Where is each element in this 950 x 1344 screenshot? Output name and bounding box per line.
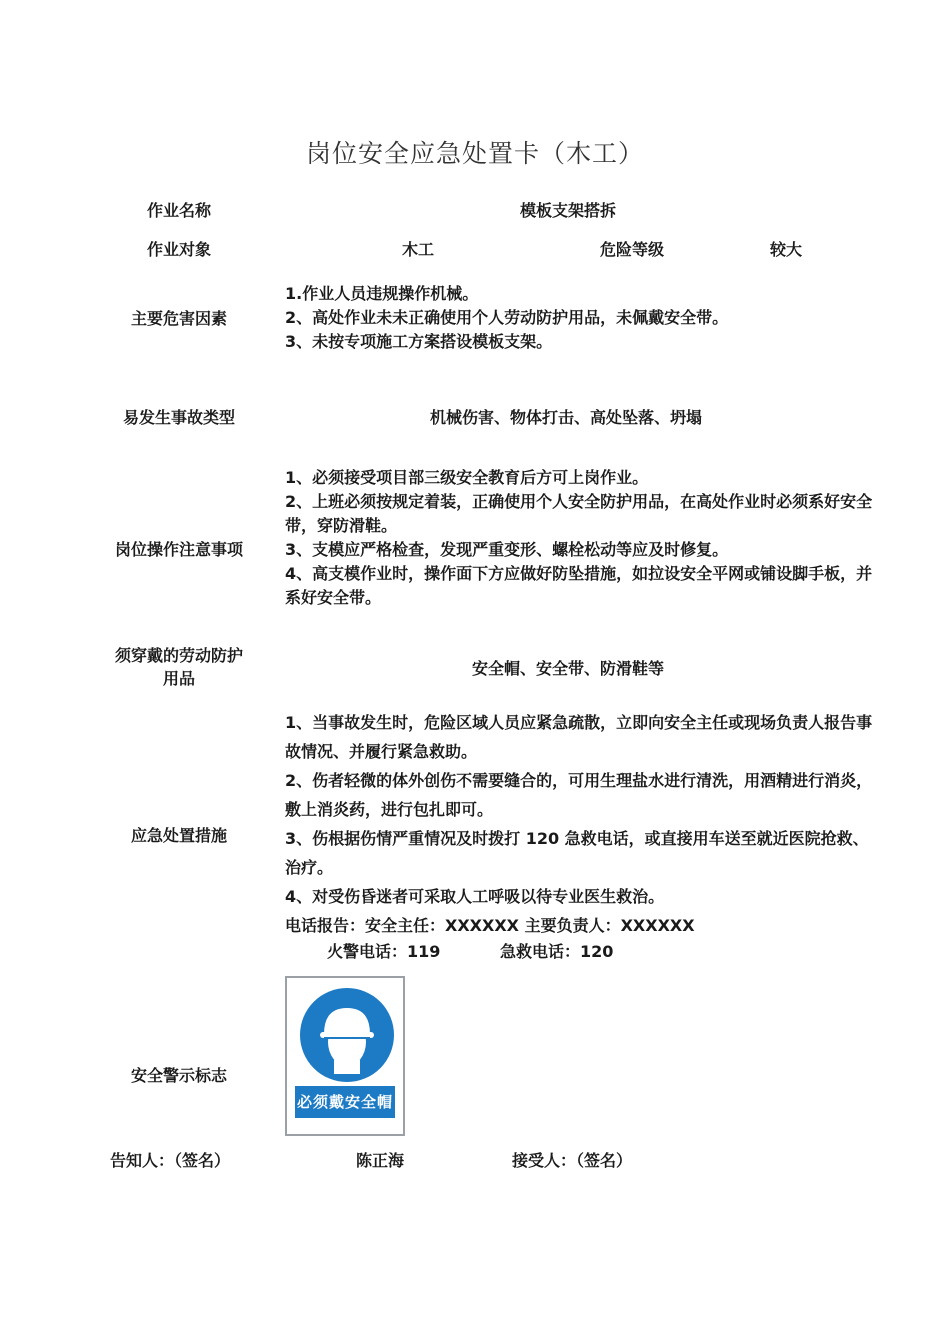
- precaution-item: 1、必须接受项目部三级安全教育后方可上岗作业。: [285, 468, 649, 487]
- fire-phone: 火警电话：119: [327, 942, 441, 961]
- emergency-list: [285, 708, 875, 940]
- warning-sign-label: 安全警示标志: [130, 1066, 227, 1085]
- emergency-item: 3、伤根据伤情严重情况及时拨打 120 急救电话，或直接用车送至就近医院抢救、治疗。: [285, 829, 869, 877]
- hard-hat-sign: [285, 976, 405, 1136]
- job-object-label: 作业对象: [146, 240, 211, 259]
- sign-circle: [300, 988, 394, 1082]
- hazard-item: 3、未按专项施工方案搭设模板支架。: [285, 332, 553, 351]
- precautions-label: 岗位操作注意事项: [114, 540, 243, 559]
- ppe-value: 安全帽、安全带、防滑鞋等: [472, 659, 665, 678]
- emergency-item: 2、伤者轻微的体外创伤不需要缝合的，可用生理盐水进行清洗，用酒精进行消炎，敷上消炎药，进行包扎即可。: [285, 771, 873, 819]
- ppe-label-line: 须穿戴的劳动防护: [114, 646, 243, 665]
- precaution-item: 2、上班必须按规定着装，正确使用个人安全防护用品，在高处作业时必须系好安全带，穿防滑鞋。: [285, 492, 873, 535]
- phone-report: 电话报告：安全主任：XXXXXX 主要负责人：XXXXXX: [285, 916, 695, 935]
- emergency-item: 1、当事故发生时，危险区域人员应紧急疏散，立即向安全主任或现场负责人报告事故情况、并履行紧急救助。: [285, 713, 873, 761]
- hazards-list: [285, 282, 875, 354]
- sign-text: 必须戴安全帽: [295, 1086, 395, 1118]
- precaution-item: 3、支模应严格检查，发现严重变形、螺栓松动等应及时修复。: [285, 540, 729, 559]
- page-title: 岗位安全应急处置卡（木工）: [305, 139, 644, 168]
- receiver-label: 接受人：（签名）: [512, 1151, 633, 1170]
- ppe-label: [84, 644, 274, 690]
- accident-types-value: 机械伤害、物体打击、高处坠落、坍塌: [430, 408, 703, 427]
- risk-level-label: 危险等级: [600, 240, 665, 259]
- emergency-label: 应急处置措施: [130, 826, 227, 845]
- hard-hat-head-icon: [300, 988, 394, 1082]
- precautions-list: [285, 466, 875, 610]
- precaution-item: 4、高支模作业时，操作面下方应做好防坠措施，如拉设安全平网或铺设脚手板，并系好安全带。: [285, 564, 873, 607]
- emergency-item: 4、对受伤昏迷者可采取人工呼吸以待专业医生救治。: [285, 887, 665, 906]
- hazard-item: 1.作业人员违规操作机械。: [285, 284, 479, 303]
- job-name-label: 作业名称: [146, 201, 211, 220]
- accident-types-label: 易发生事故类型: [122, 408, 235, 427]
- ambulance-phone: 急救电话：120: [500, 942, 614, 961]
- informer-label: 告知人：（签名）: [110, 1151, 231, 1170]
- hazards-label: 主要危害因素: [130, 309, 227, 328]
- job-name-value: 模板支架搭拆: [520, 201, 617, 220]
- ppe-label-line: 用品: [162, 669, 195, 688]
- informer-name: 陈正海: [356, 1151, 405, 1170]
- job-object-value: 木工: [402, 240, 435, 259]
- hazard-item: 2、高处作业未未正确使用个人劳动防护用品，未佩戴安全带。: [285, 308, 729, 327]
- risk-level-value: 较大: [770, 240, 803, 259]
